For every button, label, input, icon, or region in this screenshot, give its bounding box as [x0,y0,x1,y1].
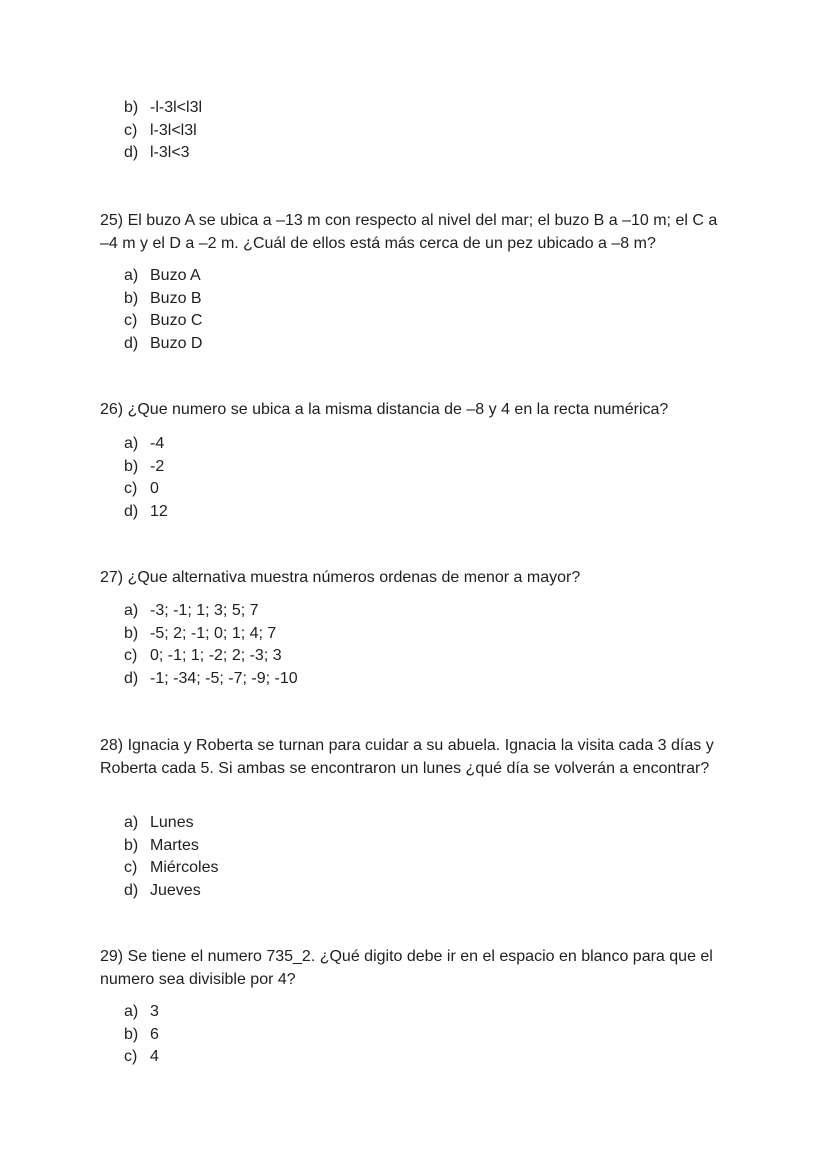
option-text: 4 [150,1048,159,1065]
q29-option-b [124,1024,159,1047]
option-text: 6 [150,1025,159,1043]
option-letter: a) [124,1003,139,1020]
q25-options [124,265,202,355]
q28-options [124,812,218,902]
q26-option-b [124,456,168,479]
option-text: Buzo D [150,334,203,352]
q28-option-d [124,880,218,903]
option-text: 3 [150,1003,159,1020]
q27-options [124,600,298,690]
option-letter: c) [124,480,138,497]
option-text: Miércoles [150,859,219,876]
q28-option-b [124,835,218,858]
option-letter: b) [124,1025,139,1043]
option-text: Lunes [150,814,194,831]
option-text: 0 [150,480,159,497]
option-letter: a) [124,814,139,831]
option-letter: c) [124,647,138,664]
option-text: l-3l<l3l [150,121,197,139]
q29-options [124,1001,159,1069]
q24-option-c [124,120,202,143]
option-letter: a) [124,435,139,452]
option-letter: d) [124,502,139,520]
option-letter: b) [124,289,139,307]
q24-option-d [124,142,202,165]
option-text: -1; -34; -5; -7; -9; -10 [150,669,298,687]
option-letter: d) [124,881,139,899]
option-text: Buzo A [150,267,201,284]
q26-option-d [124,501,168,524]
q27-option-d [124,668,298,691]
option-letter: c) [124,859,138,876]
option-text: Buzo B [150,289,202,307]
q29-text: 29) Se tiene el numero 735_2. ¿Qué digito debe ir en el espacio en blanco para que el numero sea divisible por 4? [100,948,713,988]
option-letter: b) [124,624,139,642]
option-letter: a) [124,602,139,619]
option-text: -2 [150,457,165,475]
q27-option-a [124,600,298,623]
option-letter: d) [124,669,139,687]
option-text: 0; -1; 1; -2; 2; -3; 3 [150,647,282,664]
option-text: -4 [150,435,165,452]
option-letter: d) [124,334,139,352]
q26-option-a [124,433,168,456]
option-letter: a) [124,267,139,284]
q26-option-c [124,478,168,501]
option-text: Martes [150,836,199,854]
q27-option-b [124,623,298,646]
option-letter: c) [124,312,138,329]
option-text: Buzo C [150,312,203,329]
option-letter: b) [124,836,139,854]
q25-option-b [124,288,202,311]
q26-options [124,433,168,523]
q27-option-c [124,645,298,668]
q29-option-c [124,1046,159,1069]
q27-text: 27) ¿Que alternativa muestra números ordenas de menor a mayor? [100,569,581,586]
q25-text: 25) El buzo A se ubica a –13 m con respecto al nivel del mar; el buzo B a –10 m; el C a –4 m y el D a –2 m. ¿Cuál de ellos está más cerca de un pez ubicado a –8 m? [100,212,718,252]
option-letter: d) [124,144,139,161]
option-text: -3; -1; 1; 3; 5; 7 [150,602,259,619]
q29-option-a [124,1001,159,1024]
option-letter: b) [124,457,139,475]
option-letter: c) [124,1048,138,1065]
q24-option-b [124,97,202,120]
q25-option-a [124,265,202,288]
option-text: -5; 2; -1; 0; 1; 4; 7 [150,624,277,642]
q28-option-a [124,812,218,835]
q25-option-d [124,333,202,356]
option-letter: b) [124,99,139,116]
q25-option-c [124,310,202,333]
option-text: l-3l<3 [150,144,190,161]
q28-text: 28) Ignacia y Roberta se turnan para cuidar a su abuela. Ignacia la visita cada 3 días y Roberta cada 5. Si ambas se encontraron un lunes ¿qué día se volverán a encontrar? [100,737,714,777]
option-letter: c) [124,121,138,139]
q26-text: 26) ¿Que numero se ubica a la misma distancia de –8 y 4 en la recta numérica? [100,401,669,418]
q24-options [124,97,202,165]
option-text: 12 [150,502,168,520]
option-text: -l-3l<l3l [150,99,203,116]
option-text: Jueves [150,881,201,899]
q28-option-c [124,857,218,880]
